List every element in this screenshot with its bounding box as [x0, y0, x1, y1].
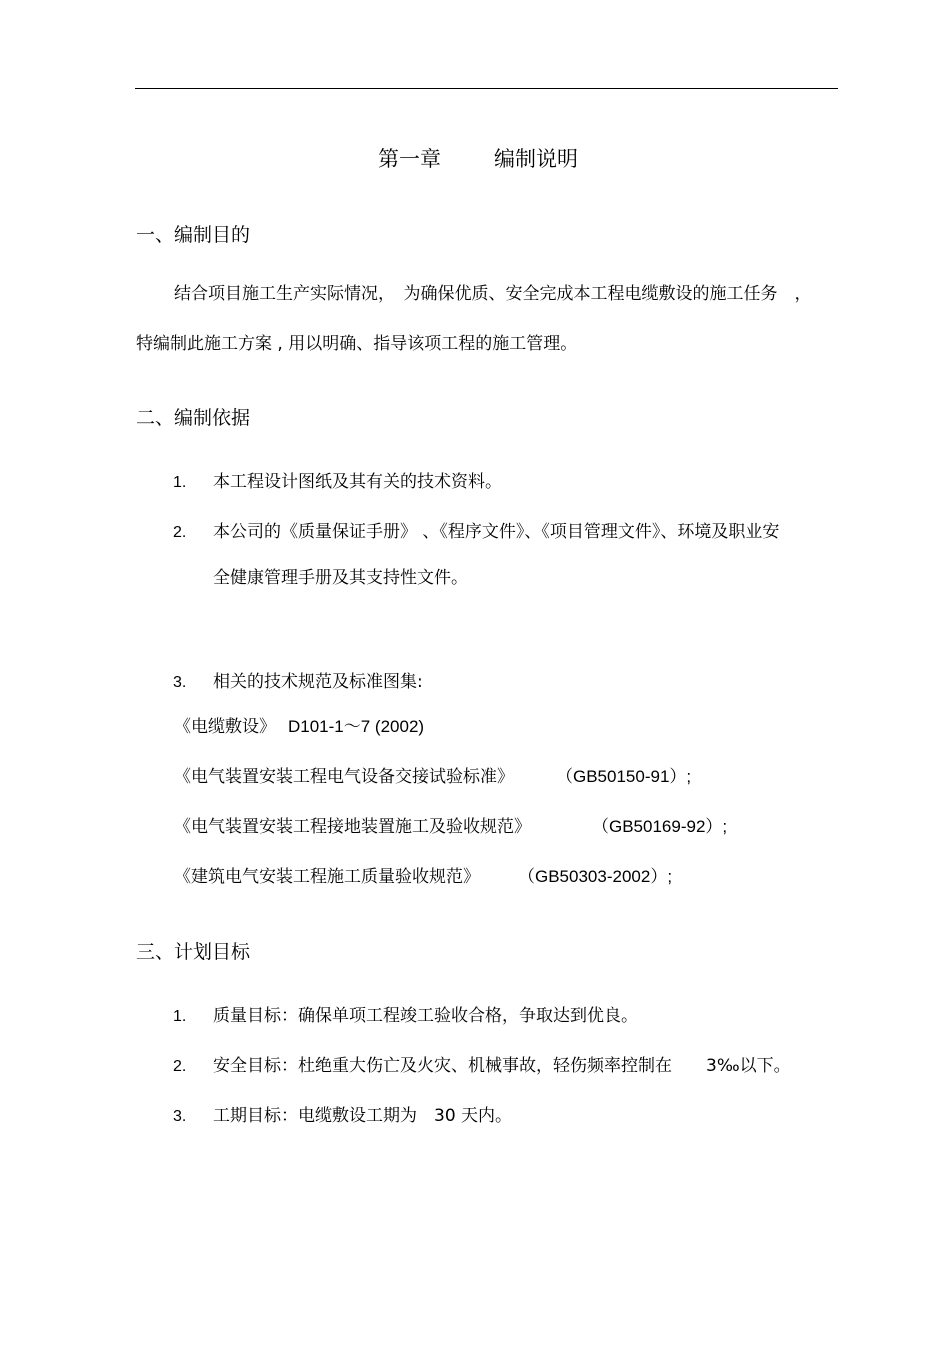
list-item-text-continued: 全健康管理手册及其支持性文件。 [213, 568, 468, 588]
list-item-number: 1. [173, 474, 187, 491]
paragraph-line: 结合项目施工生产实际情况， 为确保优质、安全完成本工程电缆敷设的施工任务 ， [174, 284, 812, 304]
list-item-number: 1. [173, 1008, 187, 1025]
chapter-title: 编制说明 [494, 147, 578, 171]
section-heading-purpose: 一、编制目的 [136, 224, 251, 246]
standard-name: 《电气装置安装工程接地装置施工及验收规范》 [174, 817, 531, 837]
list-item-text: 质量目标：确保单项工程竣工验收合格，争取达到优良。 [213, 1006, 638, 1026]
standard-code: （GB50303-2002）; [518, 867, 673, 886]
header-rule [135, 88, 838, 89]
list-item-text: 工期目标：电缆敷设工期为 30 天内。 [213, 1106, 513, 1126]
list-item-text: 本工程设计图纸及其有关的技术资料。 [213, 472, 502, 492]
standard-name: 《电气装置安装工程电气设备交接试验标准》 [174, 767, 514, 787]
standard-code: （GB50169-92）; [592, 817, 728, 836]
list-item-text: 本公司的《质量保证手册》 、《程序文件》、《项目管理文件》、环境及职业安 [213, 522, 780, 542]
list-item-number: 2. [173, 1058, 187, 1075]
list-item-text: 安全目标：杜绝重大伤亡及火灾、机械事故，轻伤频率控制在 3‰以下。 [213, 1056, 791, 1076]
list-item-number: 3. [173, 674, 187, 691]
standard-name: 《电缆敷设》 [174, 717, 276, 737]
standard-name: 《建筑电气安装工程施工质量验收规范》 [174, 867, 480, 887]
paragraph-line: 特编制此施工方案 , 用以明确、指导该项工程的施工管理。 [136, 334, 578, 354]
section-heading-basis: 二、编制依据 [136, 407, 251, 429]
chapter-number: 第一章 [378, 147, 441, 171]
list-item-text: 相关的技术规范及标准图集: [213, 672, 423, 692]
list-item-number: 3. [173, 1108, 187, 1125]
standard-code: （GB50150-91）; [556, 767, 692, 786]
section-heading-goals: 三、计划目标 [136, 941, 251, 963]
list-item-number: 2. [173, 524, 187, 541]
standard-code: D101-1～7 (2002) [288, 717, 425, 736]
